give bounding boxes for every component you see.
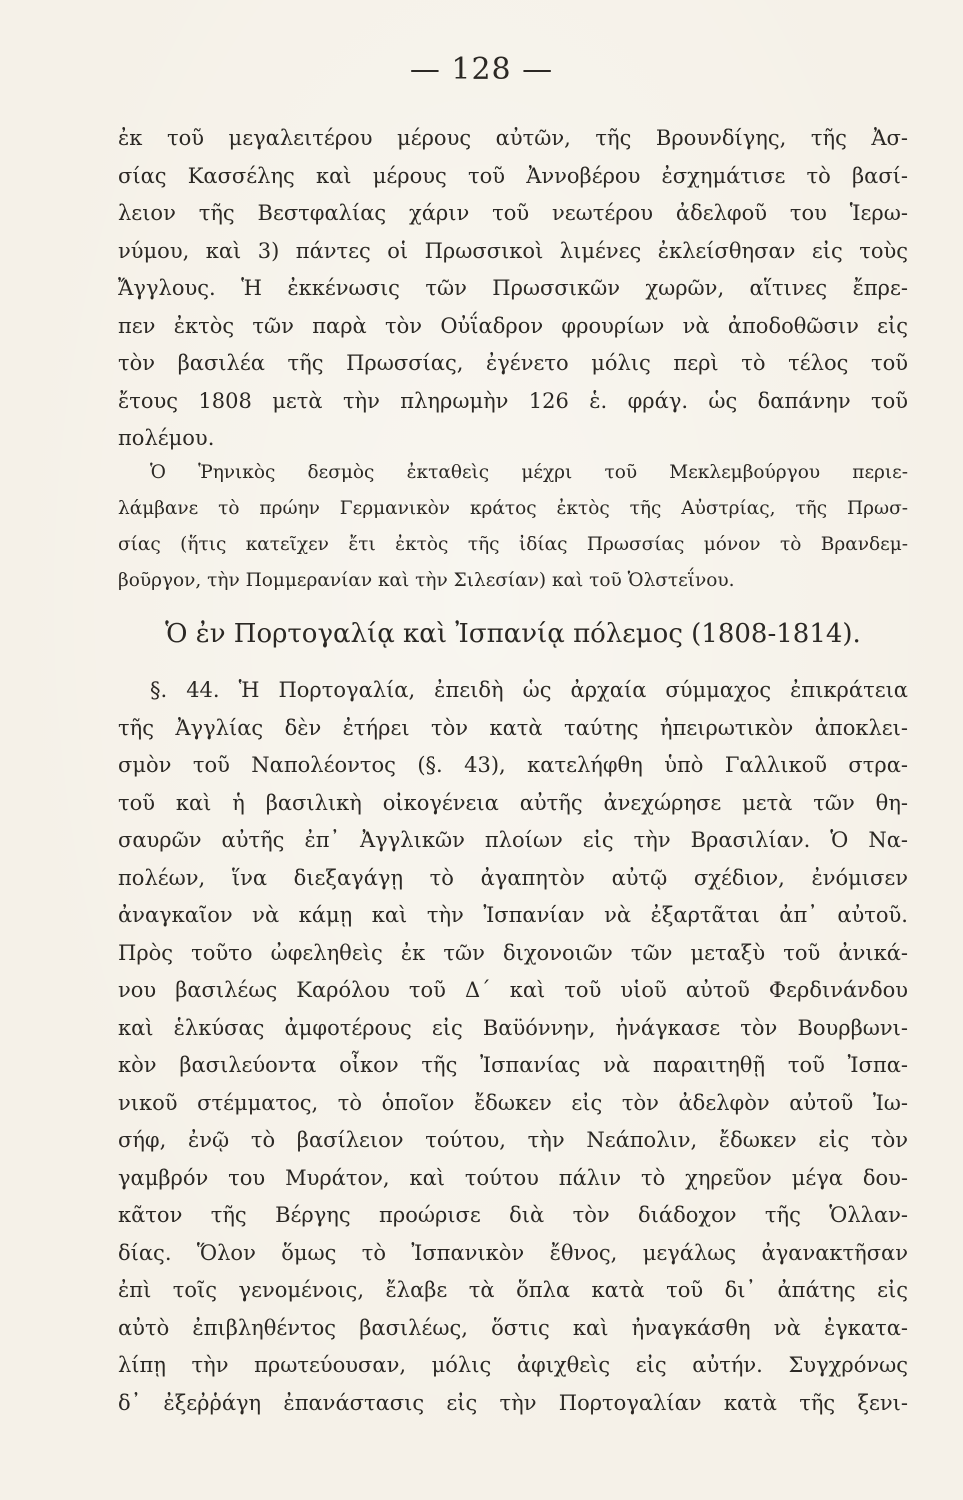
text-line: ἔτους 1808 μετὰ τὴν πληρωμὴν 126 ἑ. φράγ. ὡς δαπάνην τοῦ [118,388,908,413]
text-line: πολέμου. [118,426,215,450]
text-line: βοῦργον, τὴν Πομμερανίαν καὶ τὴν Σιλεσίαν) καὶ τοῦ Ὁλστεΐνου. [118,570,735,591]
text-line: κὸν βασιλεύοντα οἶκον τῆς Ἰσπανίας νὰ παραιτηθῇ τοῦ Ἰσπα- [118,1053,908,1077]
text-line: ἀναγκαῖον νὰ κάμῃ καὶ τὴν Ἰσπανίαν νὰ ἐξαρτᾶται ἀπ᾽ αὐτοῦ. [118,903,908,927]
text-line: καὶ ἑλκύσας ἀμφοτέρους εἰς Βαϋόννην, ἠνάγκασε τὸν Βουρβωνι- [118,1015,908,1040]
text-line: Ὁ Ῥηνικὸς δεσμὸς ἐκταθεὶς μέχρι τοῦ Μεκλεμβούργου περιε- [150,462,908,483]
text-line: νου βασιλέως Καρόλου τοῦ Δ΄ καὶ τοῦ υἱοῦ αὐτοῦ Φερδινάνδου [118,978,908,1002]
text-line: τοῦ καὶ ἡ βασιλικὴ οἰκογένεια αὐτῆς ἀνεχώρησε μετὰ τῶν θη- [118,790,908,815]
text-line: Πρὸς τοῦτο ὠφεληθεὶς ἐκ τῶν διχονοιῶν τῶν μεταξὺ τοῦ ἀνικά- [118,940,908,965]
text-line: σαυρῶν αὐτῆς ἐπ᾽ Ἀγγλικῶν πλοίων εἰς τὴν Βρασιλίαν. Ὁ Να- [118,828,908,852]
text-line: αὐτὸ ἐπιβληθέντος βασιλέως, ὅστις καὶ ἠναγκάσθη νὰ ἐγκατα- [118,1315,908,1340]
text-line: σμὸν τοῦ Ναπολέοντος (§. 43), κατελήφθη ὑπὸ Γαλλικοῦ στρα- [118,753,908,777]
text-line: νύμου, καὶ 3) πάντες οἱ Πρωσσικοὶ λιμένες ἐκλείσθησαν εἰς τοὺς [118,238,908,263]
text-line: δ᾽ ἐξεῤῥάγη ἐπανάστασις εἰς τὴν Πορτογαλίαν κατὰ τῆς ξενι- [118,1390,908,1415]
paragraph-section-44 [118,672,908,1422]
text-line: πολέων, ἵνα διεξαγάγῃ τὸ ἀγαπητὸν αὐτῷ σχέδιον, ἐνόμισεν [118,865,908,890]
text-line: σήφ, ἐνῷ τὸ βασίλειον τούτου, τὴν Νεάπολιν, ἔδωκεν εἰς τὸν [118,1128,908,1152]
paragraph-rhine-confederation [118,455,908,599]
text-line: σίας (ἥτις κατεῖχεν ἔτι ἐκτὸς τῆς ἰδίας Πρωσσίας μόνον τὸ Βρανδεμ- [118,534,908,555]
text-line: ἐκ τοῦ μεγαλειτέρου μέρους αὐτῶν, τῆς Βρουνδίγης, τῆς Ἀσ- [118,126,908,150]
text-line: λειον τῆς Βεστφαλίας χάριν τοῦ νεωτέρου ἀδελφοῦ του Ἱερω- [118,201,908,225]
section-heading: Ὁ ἐν Πορτογαλίᾳ καὶ Ἰσπανίᾳ πόλεμος (1808-1814). [165,619,861,649]
text-line: γαμβρόν του Μυράτον, καὶ τούτου πάλιν τὸ χηρεῦον μέγα δου- [118,1165,908,1190]
text-line: §. 44. Ἡ Πορτογαλία, ἐπειδὴ ὡς ἀρχαία σύμμαχος ἐπικράτεια [150,678,908,702]
text-line: λάμβανε τὸ πρώην Γερμανικὸν κράτος ἐκτὸς τῆς Αὐστρίας, τῆς Πρωσ- [118,498,908,519]
text-line: ἐπὶ τοῖς γενομένοις, ἔλαβε τὰ ὅπλα κατὰ τοῦ δι᾽ ἀπάτης εἰς [118,1278,908,1302]
text-line: λίπῃ τὴν πρωτεύουσαν, μόλις ἀφιχθεὶς εἰς αὐτήν. Συγχρόνως [118,1353,908,1377]
text-line: πεν ἐκτὸς τῶν παρὰ τὸν Οὐΐαδρον φρουρίων νὰ ἀποδοθῶσιν εἰς [118,313,908,338]
paragraph-continued [118,120,908,458]
page-number: — 128 — [409,52,554,87]
section-heading-block [118,610,908,658]
text-line: δίας. Ὅλον ὅμως τὸ Ἰσπανικὸν ἔθνος, μεγάλως ἀγανακτῆσαν [118,1240,908,1265]
text-line: τὸν βασιλέα τῆς Πρωσσίας, ἐγένετο μόλις περὶ τὸ τέλος τοῦ [118,351,908,375]
text-line: σίας Κασσέλης καὶ μέρους τοῦ Ἀννοβέρου ἐσχημάτισε τὸ βασί- [118,163,908,188]
text-line: κᾶτον τῆς Βέργης προώρισε διὰ τὸν διάδοχον τῆς Ὁλλαν- [118,1203,908,1227]
text-line: Ἄγγλους. Ἡ ἐκκένωσις τῶν Πρωσσικῶν χωρῶν, αἵτινες ἔπρε- [118,276,908,300]
text-line: τῆς Ἀγγλίας δὲν ἐτήρει τὸν κατὰ ταύτης ἠπειρωτικὸν ἀποκλει- [118,715,908,740]
text-line: νικοῦ στέμματος, τὸ ὁποῖον ἔδωκεν εἰς τὸν ἀδελφὸν αὐτοῦ Ἰω- [118,1090,908,1115]
